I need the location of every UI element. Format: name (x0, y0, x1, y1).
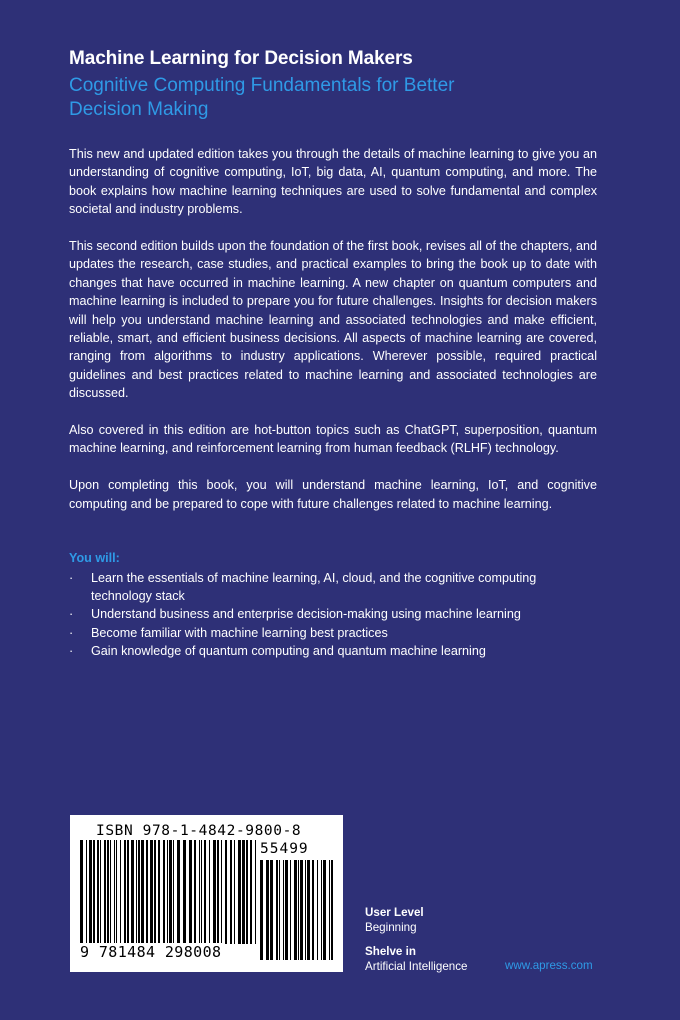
barcode-bar (97, 840, 99, 944)
barcode-bar (120, 840, 121, 944)
barcode-bar (329, 860, 330, 960)
bullet-icon: · (69, 643, 74, 658)
user-level-label: User Level (365, 906, 424, 919)
bullet-icon: · (69, 607, 74, 622)
barcode-bar (93, 840, 95, 944)
barcode-bar (290, 860, 291, 960)
barcode-bar (246, 840, 248, 944)
barcode-bar (204, 840, 206, 944)
barcode-bar (285, 860, 288, 960)
barcode-bar (163, 840, 165, 944)
publisher-link[interactable]: www.apress.com (505, 959, 593, 972)
barcode-bar (238, 840, 241, 944)
barcode-bar (194, 840, 196, 944)
barcode-bar (217, 840, 219, 944)
barcode-bar (298, 860, 299, 960)
isbn-barcode (70, 815, 343, 972)
user-level-value: Beginning (365, 921, 417, 934)
list-item-text: Gain knowledge of quantum computing and quantum machine learning (91, 643, 486, 658)
barcode-bar (146, 840, 148, 944)
barcode-bar (167, 840, 168, 944)
barcode-bar (80, 840, 83, 944)
barcode-bar (312, 860, 314, 960)
barcode-bar (107, 840, 109, 944)
list-item (69, 605, 589, 623)
shelve-in-label: Shelve in (365, 945, 416, 958)
barcode-bar (138, 840, 140, 944)
description-paragraph: Upon completing this book, you will understand machine learning, IoT, and cognitive computing and be prepared to cope with future challenges related to machine learning. (69, 478, 597, 511)
barcode-bar (321, 860, 322, 960)
barcode-bar (124, 840, 126, 944)
bullet-icon: · (69, 625, 74, 640)
list-item (69, 569, 589, 605)
barcode-bar (221, 840, 222, 944)
you-will-list (69, 569, 589, 660)
barcode-bar (183, 840, 186, 944)
barcode-bar (127, 840, 129, 944)
barcode-bar (131, 840, 134, 944)
barcode-addon-bars (260, 860, 335, 960)
barcode-bar (307, 860, 310, 960)
description-paragraph: This new and updated edition takes you through the details of machine learning to give you an understanding of cognitive computing, IoT, big data, AI, quantum computing, and more. The book explains how machine learning techniques are used to solve fundamental and complex societal and industry problems. (69, 147, 597, 217)
barcode-bar (100, 840, 101, 944)
barcode-bar (294, 860, 297, 960)
bullet-icon: · (69, 571, 74, 585)
you-will-heading: You will: (69, 551, 120, 565)
barcode-bar (177, 840, 180, 944)
barcode-addon: 55499 (260, 841, 309, 857)
book-subtitle: Cognitive Computing Fundamentals for Better Decision Making (69, 75, 455, 120)
list-item (69, 624, 589, 642)
barcode-bar (331, 860, 333, 960)
barcode-bar (158, 840, 160, 944)
barcode-bar (225, 840, 227, 944)
barcode-bar (234, 840, 235, 944)
barcode-bar (283, 860, 284, 960)
barcode-bar (242, 840, 245, 944)
list-item-text: Become familiar with machine learning best practices (91, 625, 388, 640)
barcode-bar (189, 840, 192, 944)
list-item-text: Understand business and enterprise decision-making using machine learning (91, 607, 521, 622)
barcode-bar (260, 860, 263, 960)
barcode-bar (114, 840, 115, 944)
barcode-bar (305, 860, 306, 960)
barcode-bar (300, 860, 303, 960)
barcode-bar (110, 840, 111, 944)
barcode-bar (209, 840, 210, 944)
isbn-label: ISBN 978-1-4842-9800-8 (96, 823, 302, 839)
barcode-ean-digits: 9 781484 298008 (80, 943, 222, 961)
shelve-in (365, 944, 467, 974)
barcode-bar (276, 860, 278, 960)
barcode-bar (255, 840, 256, 944)
barcode-bar (317, 860, 318, 960)
barcode-bar (104, 840, 106, 944)
barcode-bar (141, 840, 144, 944)
barcode-bar (201, 840, 202, 944)
barcode-bar (213, 840, 216, 944)
barcode-bars (80, 840, 258, 960)
barcode-bar (173, 840, 174, 944)
barcode-bar (116, 840, 117, 944)
barcode-bar (230, 840, 232, 944)
barcode-bar (136, 840, 137, 944)
list-item (69, 642, 589, 660)
barcode-bar (270, 860, 273, 960)
barcode-bar (86, 840, 87, 944)
barcode-bar (169, 840, 172, 944)
user-level (365, 905, 424, 935)
barcode-bar (199, 840, 200, 944)
barcode-bar (150, 840, 153, 944)
barcode-bar (250, 840, 252, 944)
shelve-in-value: Artificial Intelligence (365, 960, 468, 973)
description (69, 145, 597, 531)
barcode-bar (279, 860, 280, 960)
barcode-bar (154, 840, 156, 944)
list-item-text: Learn the essentials of machine learning, AI, cloud, and the cognitive computing technology stack (91, 571, 537, 604)
barcode-bar (89, 840, 92, 944)
description-paragraph: This second edition builds upon the foundation of the first book, revises all of the chapters, and updates the research, case studies, and practical examples to bring the book up to date with changes that have occurred in machine learning. A new chapter on quantum computers and machine learning is included to prepare you for future challenges. Insights for decision makers will help you understand machine learning and associated technologies and make efficient, reliable, smart, and efficient business decisions. All aspects of machine learning are covered, ranging from algorithms to industry applications. Wherever possible, required practical guidelines and best practices related to machine learning and associated technologies are discussed. (69, 239, 597, 401)
barcode-bar (323, 860, 326, 960)
book-title: Machine Learning for Decision Makers (69, 48, 413, 69)
description-paragraph: Also covered in this edition are hot-button topics such as ChatGPT, superposition, quantum machine learning, and reinforcement learning from human feedback (RLHF) technology. (69, 423, 597, 456)
barcode-bar (266, 860, 269, 960)
